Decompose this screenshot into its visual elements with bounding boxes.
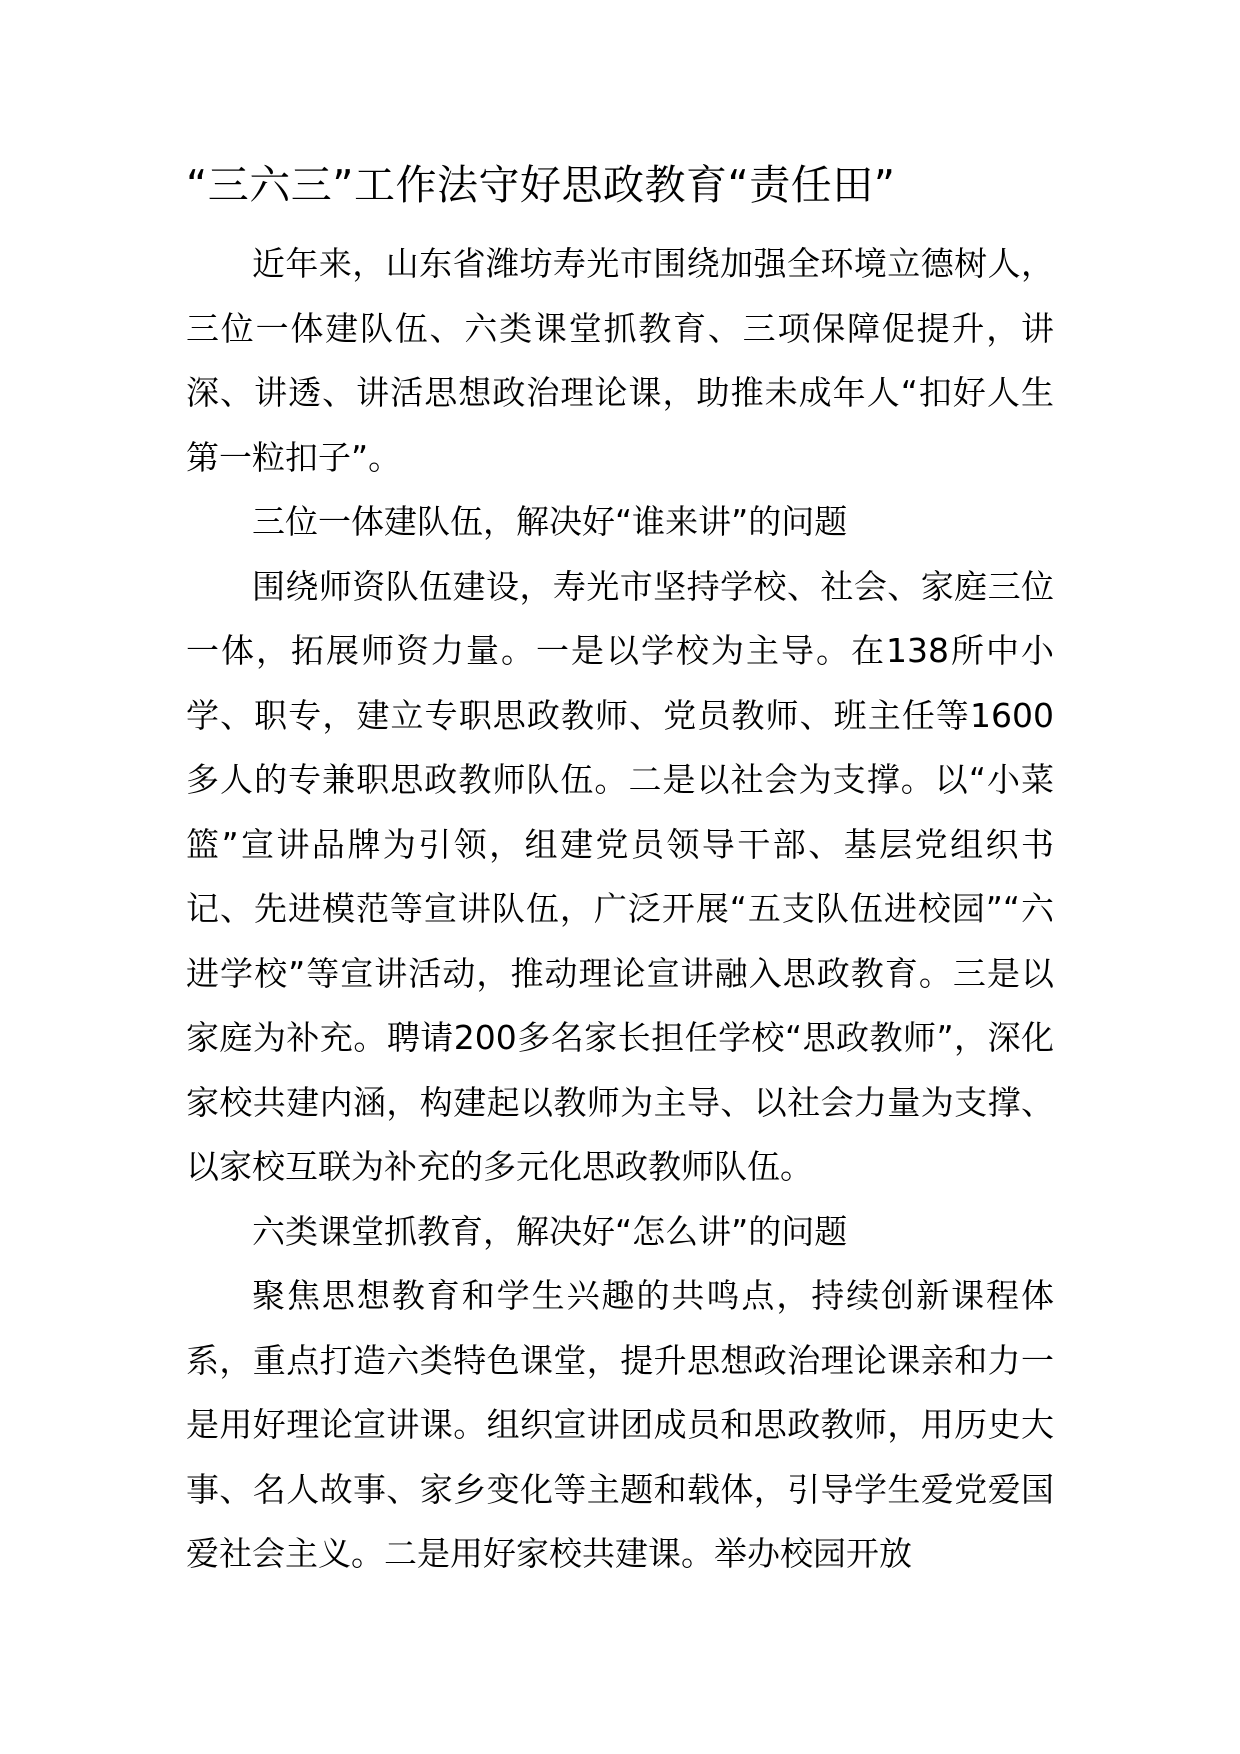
section-heading-team: 三位一体建队伍，解决好“谁来讲”的问题 [252,502,848,541]
paragraph-team: 围绕师资队伍建设，寿光市坚持学校、社会、家庭三位一体，拓展师资力量。一是以学校为主导。在138所中小学、职专，建立专职思政教师、党员教师、班主任等1600多人的专兼职思政教师队伍。二是以社会为支撑。以“小菜篮”宣讲品牌为引领，组建党员领导干部、基层党组织书记、先进模范等宣讲队伍，广泛开展“五支队伍进校园”“六进学校”等宣讲活动，推动理论宣讲融入思政教育。三是以家庭为补充。聘请200多名家长担任学校“思政教师”，深化家校共建内涵，构建起以教师为主导、以社会力量为支撑、以家校互联为补充的多元化思政教师队伍。 [186,566,1054,1186]
document-body [186,232,1054,1587]
section-heading-classes: 六类课堂抓教育，解决好“怎么讲”的问题 [252,1211,848,1251]
document-title: “三六三”工作法守好思政教育“责任田” [186,161,896,209]
paragraph-intro: 近年来，山东省潍坊寿光市围绕加强全环境立德树人，三位一体建队伍、六类课堂抓教育、三项保障促提升，讲深、讲透、讲活思想政治理论课，助推未成年人“扣好人生第一粒扣子”。 [186,244,1054,477]
paragraph-classes: 聚焦思想教育和学生兴趣的共鸣点，持续创新课程体系，重点打造六类特色课堂，提升思想政治理论课亲和力一是用好理论宣讲课。组织宣讲团成员和思政教师，用历史大事、名人故事、家乡变化等主题和载体，引导学生爱党爱国爱社会主义。二是用好家校共建课。举办校园开放 [186,1276,1054,1573]
